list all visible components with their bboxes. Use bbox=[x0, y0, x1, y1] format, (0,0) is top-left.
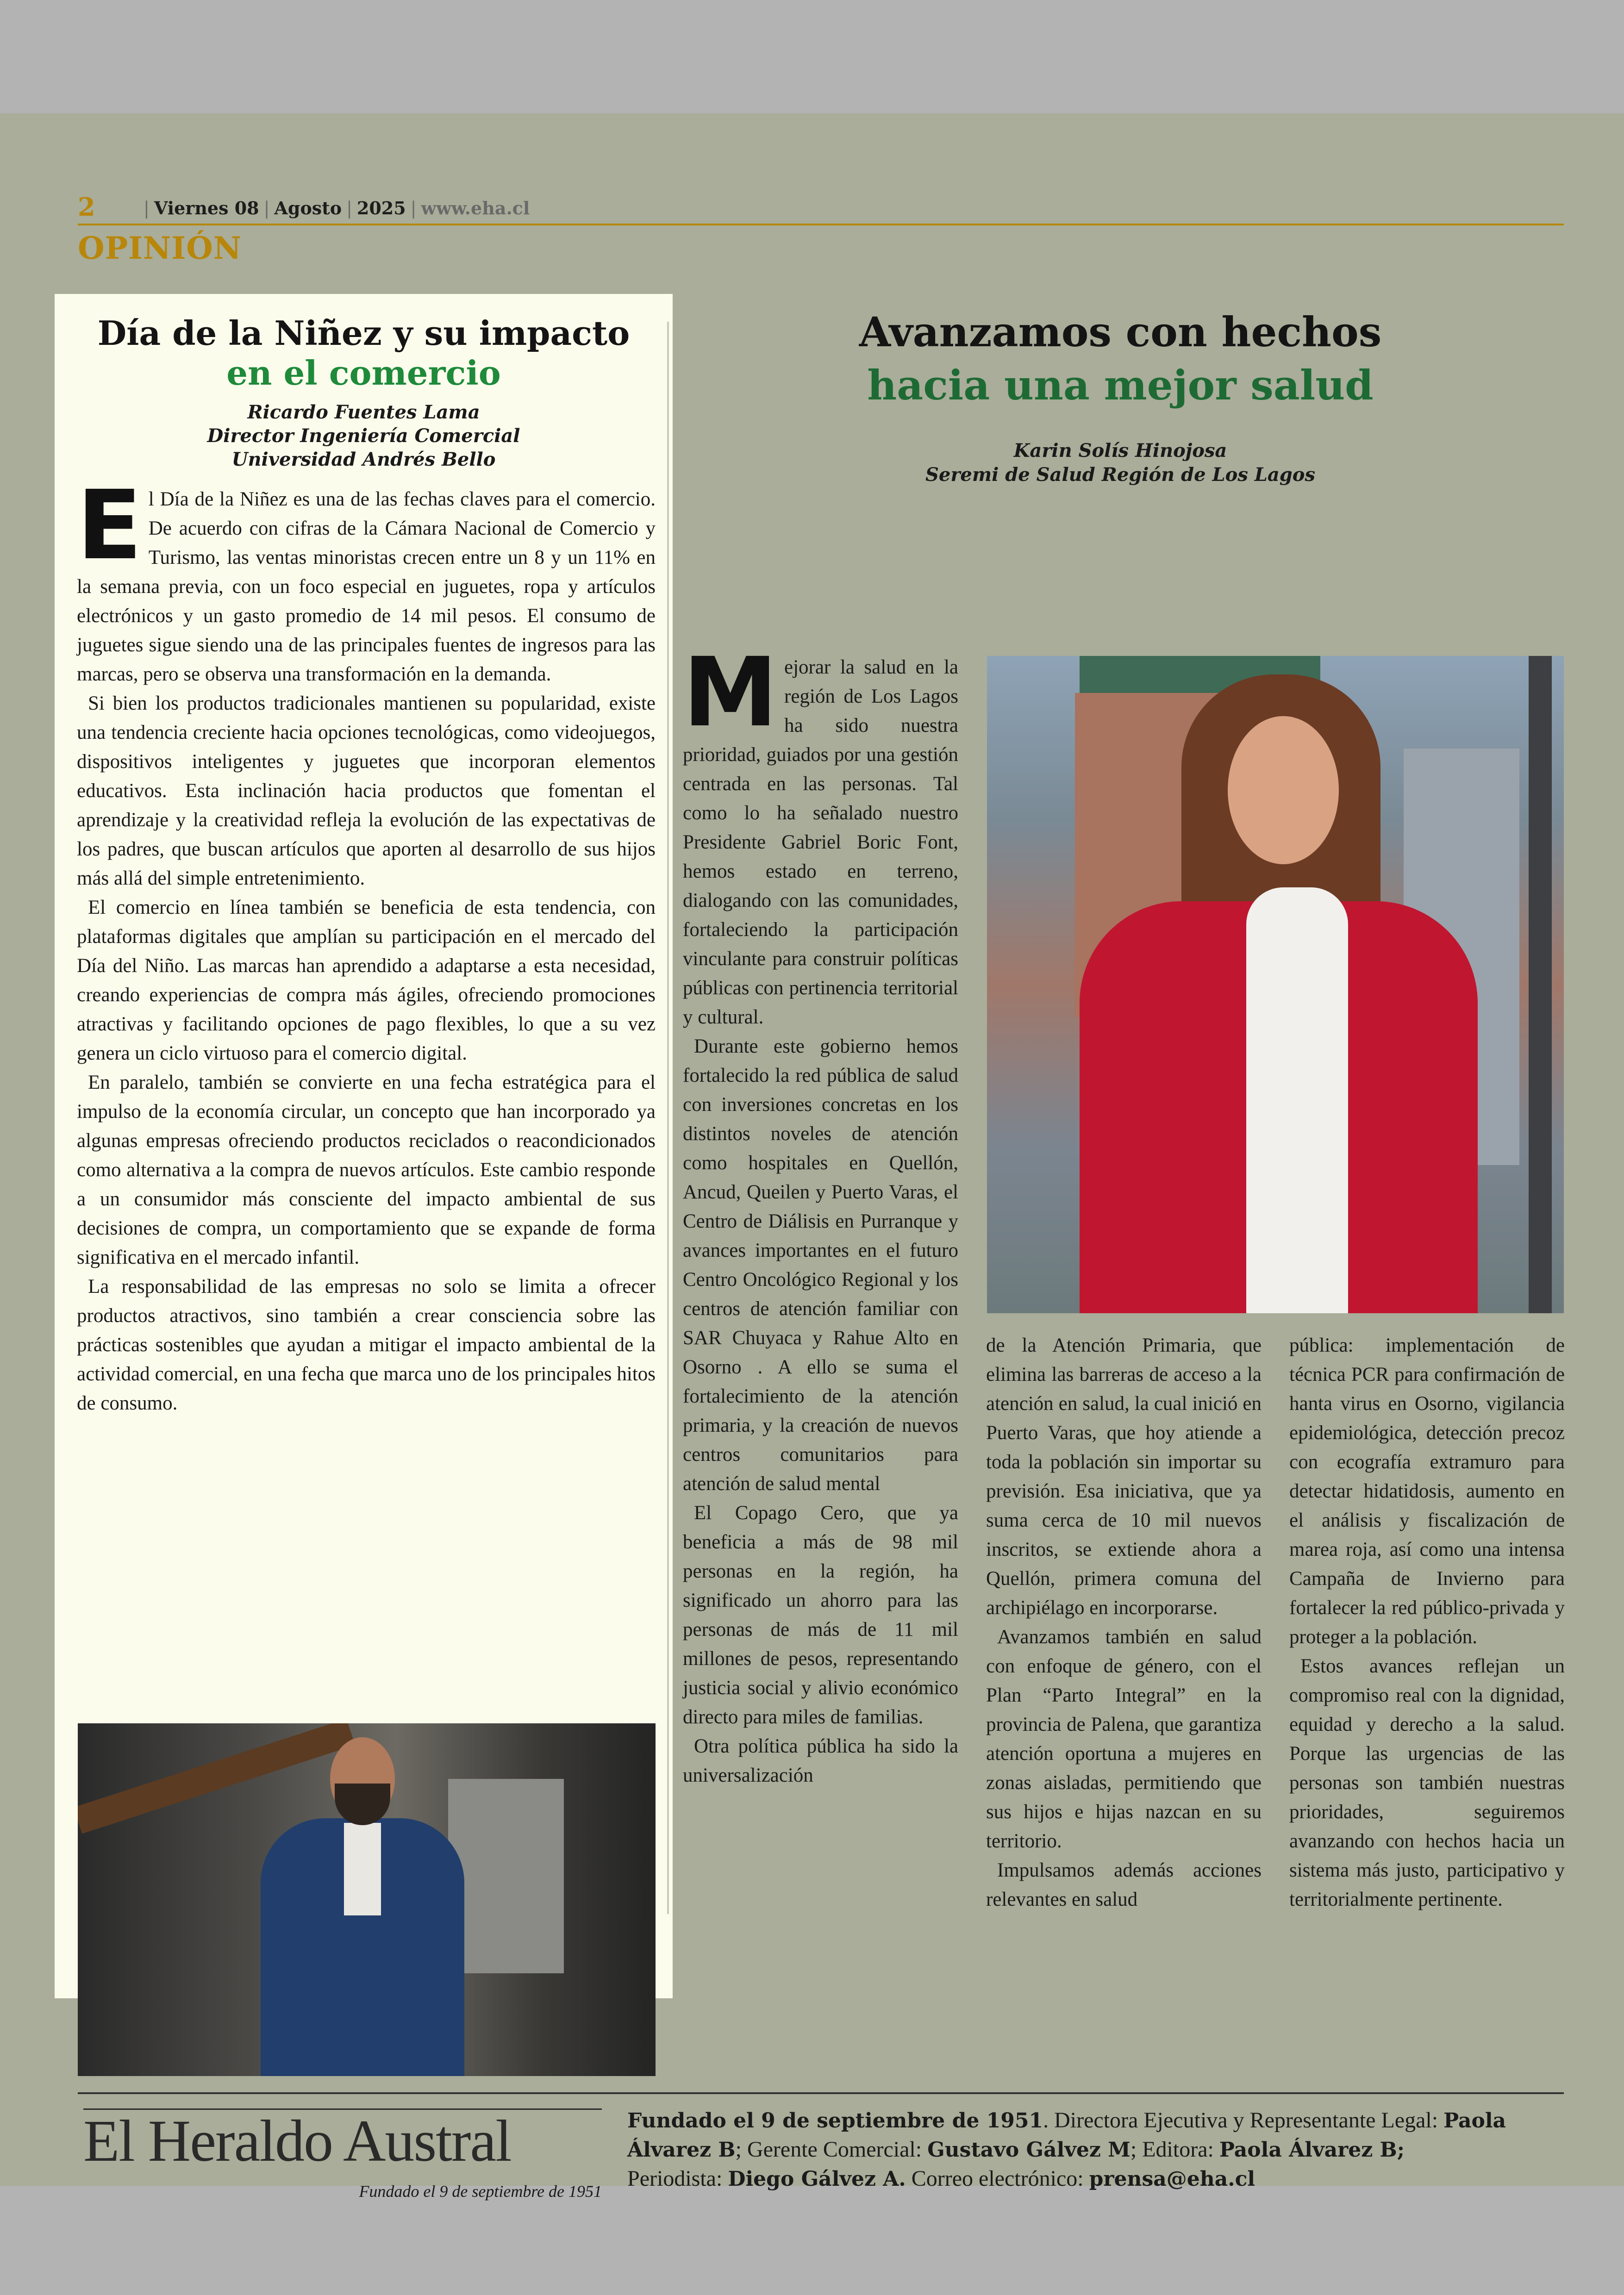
left-author-org: Universidad Andrés Bello bbox=[231, 449, 496, 470]
founded-text: Fundado el 9 de septiembre de 1951 bbox=[627, 2109, 1043, 2133]
paragraph: En paralelo, también se convierte en una fecha estratégica para el impulso de la economía circular, un concepto que han incorporado ya algunas empresas ofreciendo productos reciclados o reacondicionados como alternativa a la compra de nuevos artículos. Este cambio responde a un consumidor más consciente del impacto ambiental de sus decisiones de compra, un comportamiento que se expande de forma significativa en el mercado infantil. bbox=[77, 1072, 656, 1268]
paragraph: Otra política pública ha sido la universalización bbox=[683, 1735, 958, 1786]
date-year: 2025 bbox=[356, 198, 406, 218]
email-link[interactable]: prensa@eha.cl bbox=[1089, 2167, 1255, 2191]
director-name: Paola Álvarez B bbox=[627, 2109, 1506, 2162]
drop-cap: E bbox=[77, 470, 142, 581]
paragraph: Durante este gobierno hemos fortalecido la red pública de salud con inversiones concretas en los distintos noveles de atención como hospitales en Quellón, Ancud, Queilen y Puerto Varas, el Centro de Diálisis en Purranque y avances importantes en el futuro Centro Oncológico Regional y los centros de atención familiar con SAR Chuyaca y Rahue Alto en Osorno . A ello se suma el fortalecimiento de la atención primaria, y la creación de nuevos centros comunitarios para atención de salud mental bbox=[683, 1035, 958, 1495]
paragraph: El Copago Cero, que ya beneficia a más de 98 mil personas en la región, ha significado un ahorro para las personas de más de 11 mil millones de pesos, representando justicia social y alivio económico directo para miles de familias. bbox=[683, 1502, 958, 1728]
paragraph: Avanzamos también en salud con enfoque de género, con el Plan “Parto Integral” en la provincia de Palena, que garantiza atención oportuna a mujeres en zonas aisladas, permitiendo que sus hijos e hijas nazcan en su territorio. bbox=[986, 1626, 1262, 1852]
right-article-column-3 bbox=[1289, 1331, 1565, 1914]
editor-name: Paola Álvarez B; bbox=[1219, 2138, 1405, 2162]
paragraph: pública: implementación de técnica PCR para confirmación de hanta virus en Osorno, vigilancia epidemiológica, detección precoz con ecografía extramuro para detectar hidatidosis, aumento en el análisis y fiscalización de marea roja, así como una intensa Campaña de Invierno para fortalecer la red público-privada y proteger a la población. bbox=[1289, 1335, 1565, 1648]
right-article-subtitle: hacia una mejor salud bbox=[867, 361, 1374, 409]
left-article-title: Día de la Niñez y su impacto bbox=[97, 313, 630, 353]
right-author-name: Karin Solís Hinojosa bbox=[1013, 440, 1227, 461]
date-month: Agosto bbox=[274, 198, 342, 218]
date-line: | Viernes 08 | Agosto | 2025 | www.eha.cl bbox=[144, 198, 530, 218]
left-author-role: Director Ingeniería Comercial bbox=[207, 425, 520, 447]
date-day: Viernes 08 bbox=[154, 198, 259, 218]
newspaper-logo bbox=[83, 2099, 602, 2201]
column-divider bbox=[667, 322, 669, 1914]
footer-divider bbox=[78, 2092, 1564, 2094]
left-article bbox=[55, 294, 673, 1998]
paragraph: de la Atención Primaria, que elimina las barreras de acceso a la atención en salud, la cual inició en Puerto Varas, que hoy atiende a toda la población sin importar su previsión. Esa iniciativa, que ya suma cerca de 10 mil nuevos inscritos, se extiende ahora a Quellón, primera comuna del archipiélago en incorporarse. bbox=[986, 1335, 1262, 1619]
paragraph: La responsabilidad de las empresas no solo se limita a ofrecer productos atractivos, sino también a crear consciencia sobre las prácticas sostenibles que ayudan a mitigar el impacto ambiental de la actividad comercial, en una fecha que marca uno de los principales hitos de consumo. bbox=[77, 1276, 656, 1414]
right-author-role: Seremi de Salud Región de Los Lagos bbox=[925, 464, 1315, 486]
paragraph: El Día de la Niñez es una de las fechas claves para el comercio. De acuerdo con cifras de la Cámara Nacional de Comercio y Turismo, las ventas minoristas crecen entre un 8 y un 11% en la semana previa, con un foco especial en juguetes, ropa y artículos electrónicos y un gasto promedio de 14 mil pesos. El consumo de juguetes sigue siendo una de las principales fuentes de ingresos para las marcas, pero se observa una transformación en la demanda. bbox=[77, 470, 656, 685]
page-header bbox=[78, 192, 1564, 220]
paragraph: Si bien los productos tradicionales mantienen su popularidad, existe una tendencia creciente hacia opciones tecnológicas, como videojuegos, dispositivos inteligentes y juguetes que incorporan elementos educativos. Esta inclinación hacia productos que fomentan el aprendizaje y la creatividad refleja la evolución de las expectativas de los padres, que buscan artículos que aporten al desarrollo de sus hijos más allá del simple entretenimiento. bbox=[77, 692, 656, 889]
paragraph: Estos avances reflejan un compromiso real con la dignidad, equidad y derecho a la salud. Porque las urgencias de las personas son también nuestras prioridades, seguiremos avanzando con hechos hacia un sistema más justo, participativo y territorialmente pertinente. bbox=[1289, 1655, 1565, 1910]
manager-name: Gustavo Gálvez M bbox=[927, 2138, 1131, 2162]
website-link[interactable]: www.eha.cl bbox=[421, 198, 530, 218]
paragraph: Impulsamos además acciones relevantes en salud bbox=[986, 1859, 1262, 1910]
masthead-credits: Fundado el 9 de septiembre de 1951. Directora Ejecutiva y Representante Legal: Paola Álvarez B; Gerente Comercial: Gustavo Gálvez M; Editora: Paola Álvarez B; Periodista: Diego Gálvez A. Correo electrónico: prensa@eha.cl bbox=[627, 2108, 1506, 2191]
logo-wordmark: El Heraldo Austral bbox=[83, 2108, 511, 2174]
paragraph: Mejorar la salud en la región de Los Lagos ha sido nuestra prioridad, guiados por una gestión centrada en las personas. Tal como lo ha señalado nuestro Presidente Gabriel Boric Font, hemos estado en terreno, dialogando con las comunidades, fortaleciendo la participación vinculante para construir políticas públicas con pertinencia territorial y cultural. bbox=[683, 637, 958, 1028]
paragraph: El comercio en línea también se beneficia de esta tendencia, con plataformas digitales que amplían su participación en el mercado del Día del Niño. Las marcas han aprendido a adaptarse a esta necesidad, creando experiencias de compra más ágiles, ofreciendo promociones atractivas y facilitando opciones de pago flexibles, lo que a su vez genera un ciclo virtuoso para el comercio digital. bbox=[77, 897, 656, 1064]
newspaper-page bbox=[0, 113, 1624, 2201]
drop-cap: M bbox=[683, 637, 778, 748]
right-article-column-2 bbox=[986, 1331, 1262, 1914]
left-article-body bbox=[77, 470, 656, 1418]
author-photo-right bbox=[987, 656, 1564, 1313]
right-article-title: Avanzamos con hechos bbox=[859, 308, 1382, 356]
page-number: 2 bbox=[78, 192, 95, 222]
journalist-name: Diego Gálvez A. bbox=[728, 2167, 906, 2191]
author-photo-left bbox=[78, 1723, 656, 2076]
left-article-subtitle: en el comercio bbox=[226, 353, 501, 393]
section-title: OPINIÓN bbox=[78, 230, 242, 266]
logo-tagline: Fundado el 9 de septiembre de 1951 bbox=[359, 2182, 602, 2201]
left-author-name: Ricardo Fuentes Lama bbox=[247, 401, 480, 423]
header-divider bbox=[78, 224, 1564, 225]
right-article-column-1 bbox=[683, 637, 958, 1790]
